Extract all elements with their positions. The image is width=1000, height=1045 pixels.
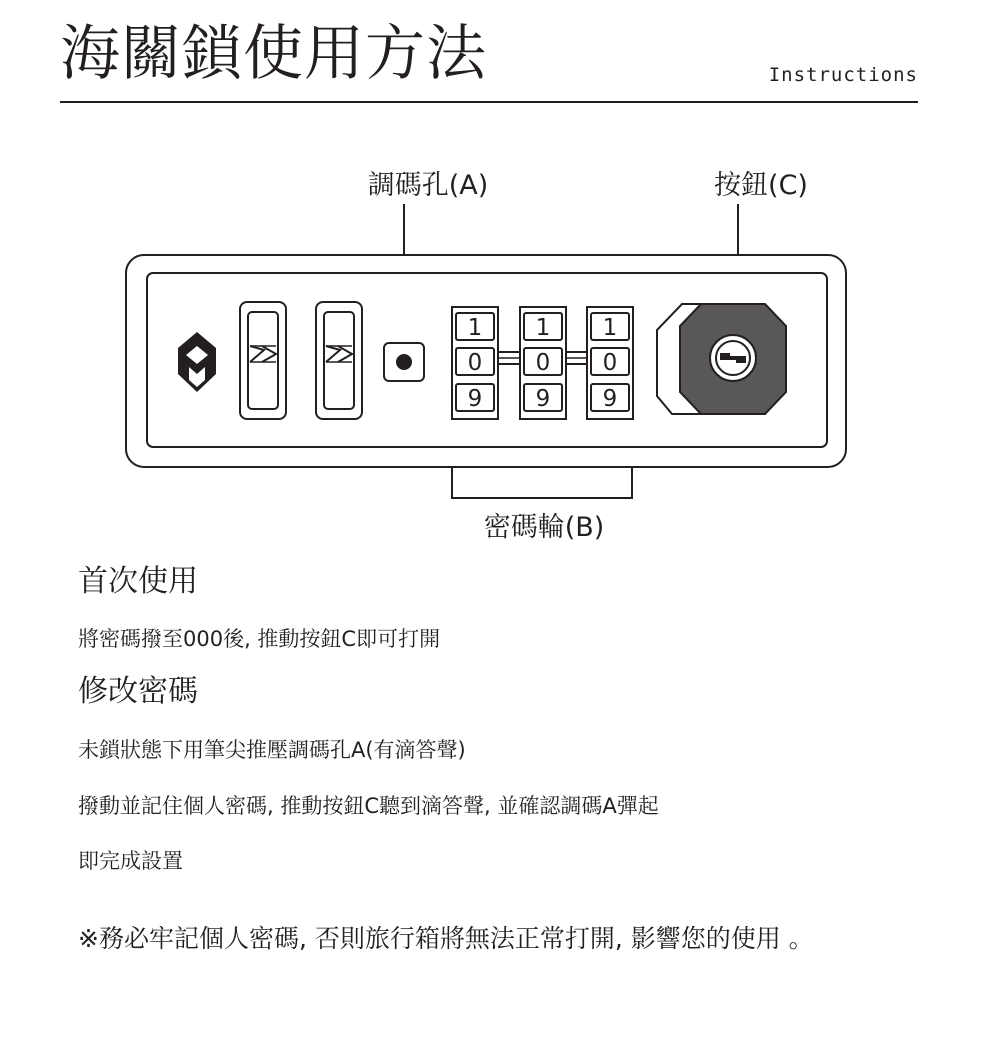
label-wheels: 密碼輪(B) [483,512,605,543]
change-code-step-2: 撥動並記住個人密碼, 推動按鈕C聽到滴答聲, 並確認調碼A彈起 [78,794,659,818]
change-code-step-3: 即完成設置 [78,849,183,873]
first-use-heading: 首次使用 [78,564,198,599]
combination-wheel-1 [452,307,498,419]
wheel-1-bottom-digit: 9 [467,386,483,412]
wheel-3-top-digit: 1 [602,315,618,341]
page-title: 海關鎖使用方法 [60,19,487,89]
label-reset-hole: 調碼孔(A) [367,170,489,201]
wheel-1-middle-digit: 0 [467,350,483,376]
change-code-heading: 修改密碼 [78,674,198,709]
title-divider [60,101,918,103]
first-use-text: 將密碼撥至000後, 推動按鈕C即可打開 [78,627,441,651]
change-code-step-1: 未鎖狀態下用筆尖推壓調碼孔A(有滴答聲) [78,738,466,762]
wheel-2-top-digit: 1 [535,315,551,341]
key-button [657,304,786,414]
reset-hole [384,343,424,381]
combination-wheel-3 [587,307,633,419]
wheel-3-bottom-digit: 9 [602,386,618,412]
wheel-1-top-digit: 1 [467,315,483,341]
wheel-3-middle-digit: 0 [602,350,618,376]
latch-slide-left [240,302,286,419]
wheel-2-middle-digit: 0 [535,350,551,376]
page-subtitle: Instructions [768,64,918,86]
label-button: 按鈕(C) [714,170,808,201]
combination-wheel-2 [520,307,566,419]
latch-slide-right [316,302,362,419]
lock-diagram [0,140,1000,560]
wheel-2-bottom-digit: 9 [535,386,551,412]
warning-notice: ※務必牢記個人密碼, 否則旅行箱將無法正常打開, 影響您的使用 。 [78,924,814,953]
